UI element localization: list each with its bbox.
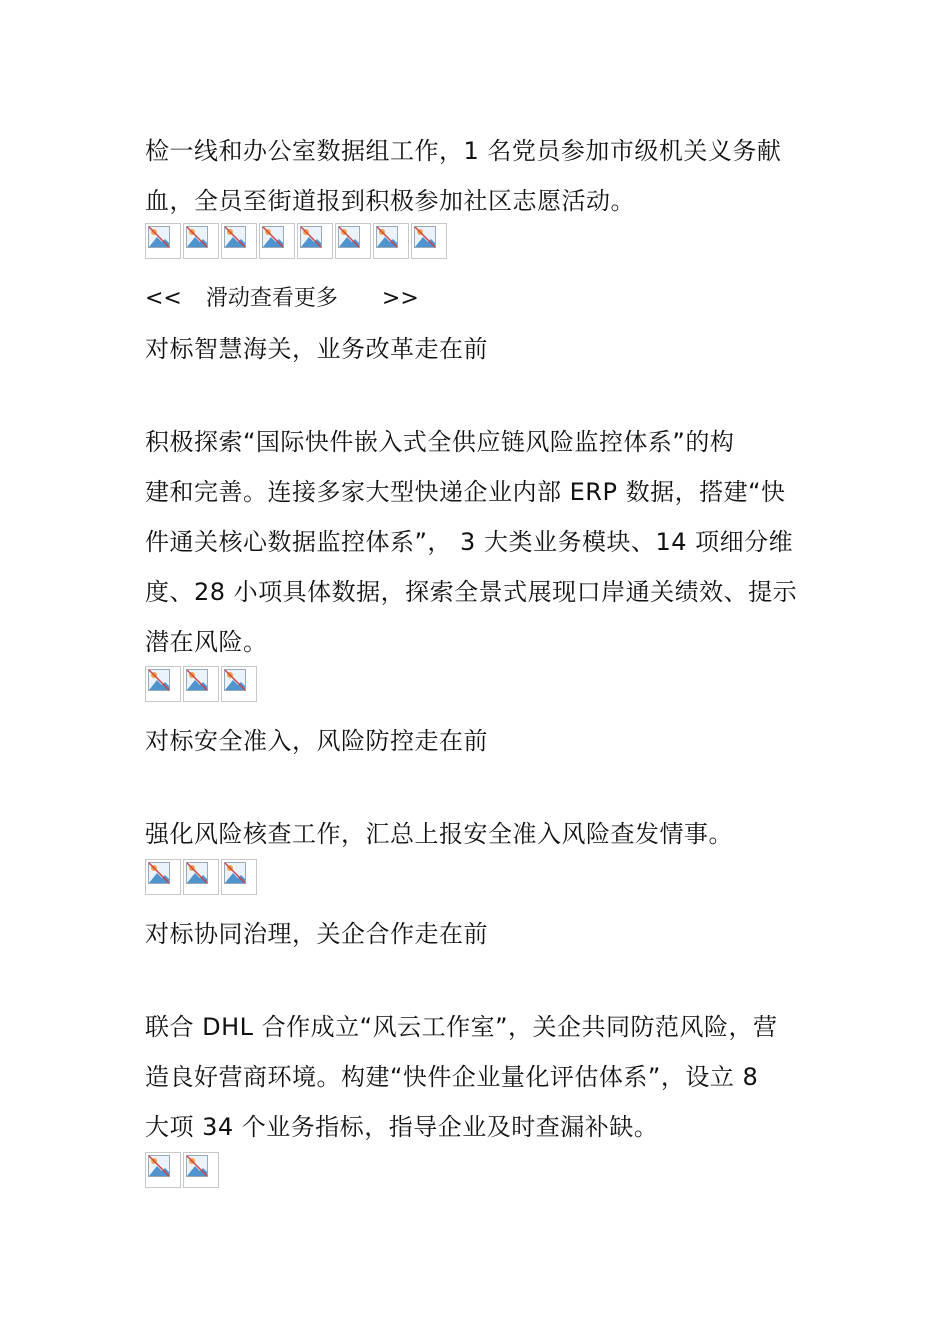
paragraph-volunteer [145,126,810,226]
image-placeholder[interactable] [145,859,181,895]
image-placeholder[interactable] [183,223,219,259]
paragraph-line: 积极探索“国际快件嵌入式全供应链风险监控体系”的构 [145,428,735,456]
slide-more-hint[interactable] [145,284,419,314]
slide-left-arrow[interactable]: << [145,286,182,311]
paragraph-dhl-cooperation [145,1002,810,1152]
image-placeholder[interactable] [145,666,181,702]
image-placeholder[interactable] [145,223,181,259]
image-placeholder[interactable] [259,223,295,259]
slide-more-label: 滑动查看更多 [205,286,338,311]
image-gallery-4[interactable] [145,1152,221,1188]
paragraph-line: 造良好营商环境。构建“快件企业量化评估体系”，设立 8 [145,1063,759,1091]
paragraph-line: 强化风险核查工作，汇总上报安全准入风险查发情事。 [145,820,733,848]
section-heading-safety-access: 对标安全准入，风险防控走在前 [145,727,488,755]
image-placeholder[interactable] [183,1152,219,1188]
paragraph-line: 潜在风险。 [145,628,268,656]
paragraph-risk-monitoring [145,417,810,667]
paragraph-line: 大项 34 个业务指标，指导企业及时查漏补缺。 [145,1113,659,1141]
image-gallery-3[interactable] [145,859,259,895]
paragraph-line: 血，全员至街道报到积极参加社区志愿活动。 [145,187,635,215]
paragraph-line: 建和完善。连接多家大型快递企业内部 ERP 数据，搭建“快 [145,478,786,506]
image-placeholder[interactable] [183,859,219,895]
image-placeholder[interactable] [221,666,257,702]
image-placeholder[interactable] [411,223,447,259]
image-placeholder[interactable] [183,666,219,702]
paragraph-line: 件通关核心数据监控体系”， 3 大类业务模块、14 项细分维 [145,528,794,556]
image-placeholder[interactable] [297,223,333,259]
section-heading-collaboration: 对标协同治理，关企合作走在前 [145,920,488,948]
slide-right-arrow[interactable]: >> [381,286,419,311]
image-gallery-1[interactable] [145,223,449,259]
image-placeholder[interactable] [373,223,409,259]
paragraph-line: 联合 DHL 合作成立“风云工作室”，关企共同防范风险，营 [145,1013,778,1041]
paragraph-line: 检一线和办公室数据组工作，1 名党员参加市级机关义务献 [145,137,782,165]
image-placeholder[interactable] [221,859,257,895]
image-placeholder[interactable] [221,223,257,259]
image-gallery-2[interactable] [145,666,259,702]
section-heading-smart-customs: 对标智慧海关，业务改革走在前 [145,335,488,363]
image-placeholder[interactable] [335,223,371,259]
paragraph-line: 度、28 小项具体数据，探索全景式展现口岸通关绩效、提示 [145,578,798,606]
image-placeholder[interactable] [145,1152,181,1188]
paragraph-risk-check [145,809,810,859]
